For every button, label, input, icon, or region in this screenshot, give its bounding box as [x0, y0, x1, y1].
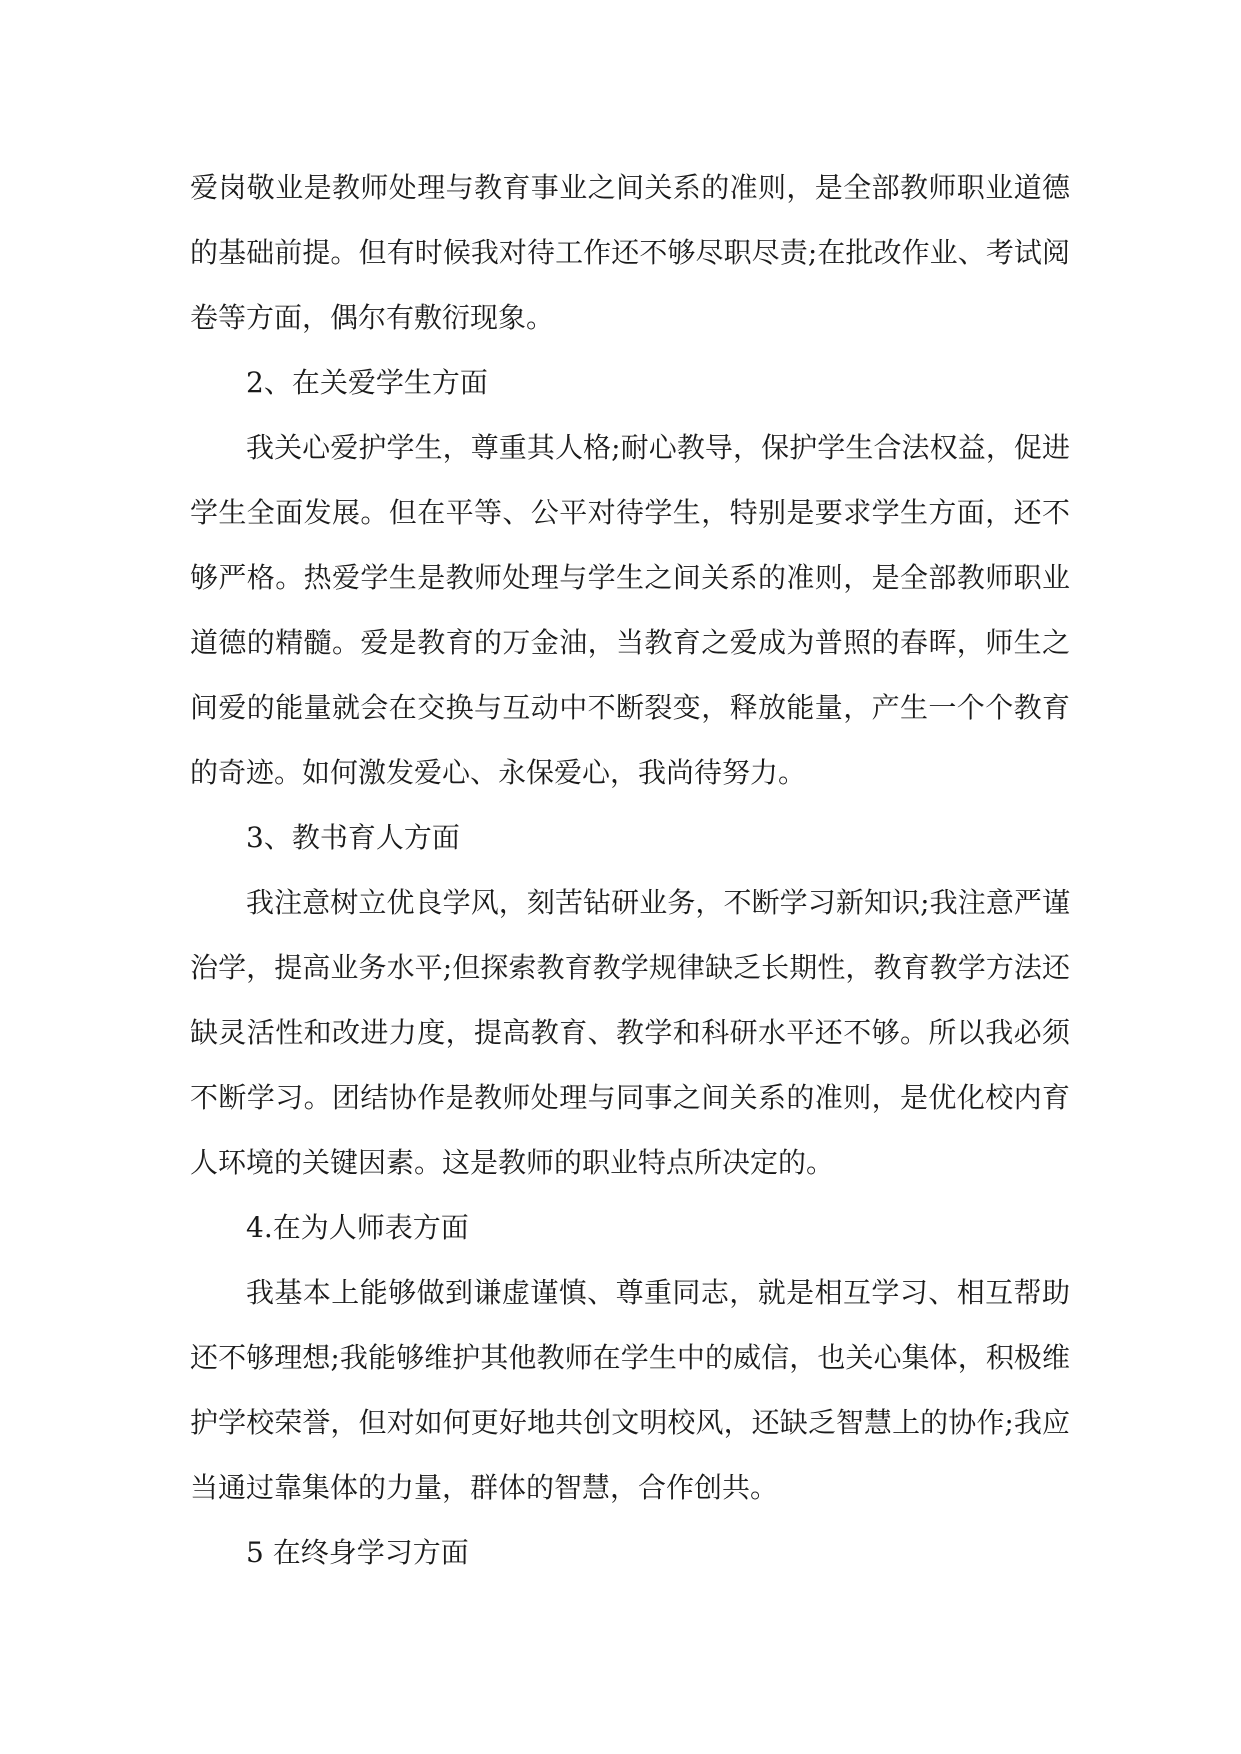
heading-teaching-and-educating: 3、教书育人方面: [246, 821, 460, 854]
paragraph-teaching-and-educating: 我注意树立优良学风，刻苦钻研业务，不断学习新知识;我注意严谨治学，提高业务水平;但探索教育教学规律缺乏长期性，教育教学方法还缺灵活性和改进力度，提高教育、教学和科研水平还不够。所以我必须不断学习。团结协作是教师处理与同事之间关系的准则，是优化校内育人环境的关键因素。这是教师的职业特点所决定的。: [190, 886, 1070, 1179]
heading-lifelong-learning: 5 在终身学习方面: [246, 1536, 469, 1569]
paragraph-role-model: 我基本上能够做到谦虚谨慎、尊重同志，就是相互学习、相互帮助还不够理想;我能够维护其他教师在学生中的威信，也关心集体，积极维护学校荣誉，但对如何更好地共创文明校风，还缺乏智慧上的协作;我应当通过靠集体的力量，群体的智慧，合作创共。: [190, 1276, 1070, 1504]
paragraph-caring-for-students: 我关心爱护学生，尊重其人格;耐心教导，保护学生合法权益，促进学生全面发展。但在平等、公平对待学生，特别是要求学生方面，还不够严格。热爱学生是教师处理与学生之间关系的准则，是全部教师职业道德的精髓。爱是教育的万金油，当教育之爱成为普照的春晖，师生之间爱的能量就会在交换与互动中不断裂变，释放能量，产生一个个教育的奇迹。如何激发爱心、永保爱心，我尚待努力。: [190, 431, 1070, 789]
document-body: [190, 155, 1070, 1585]
paragraph-love-of-profession: 爱岗敬业是教师处理与教育事业之间关系的准则，是全部教师职业道德的基础前提。但有时候我对待工作还不够尽职尽责;在批改作业、考试阅卷等方面，偶尔有敷衍现象。: [190, 171, 1070, 334]
heading-role-model: 4.在为人师表方面: [246, 1211, 469, 1244]
heading-caring-for-students: 2、在关爱学生方面: [246, 366, 488, 399]
